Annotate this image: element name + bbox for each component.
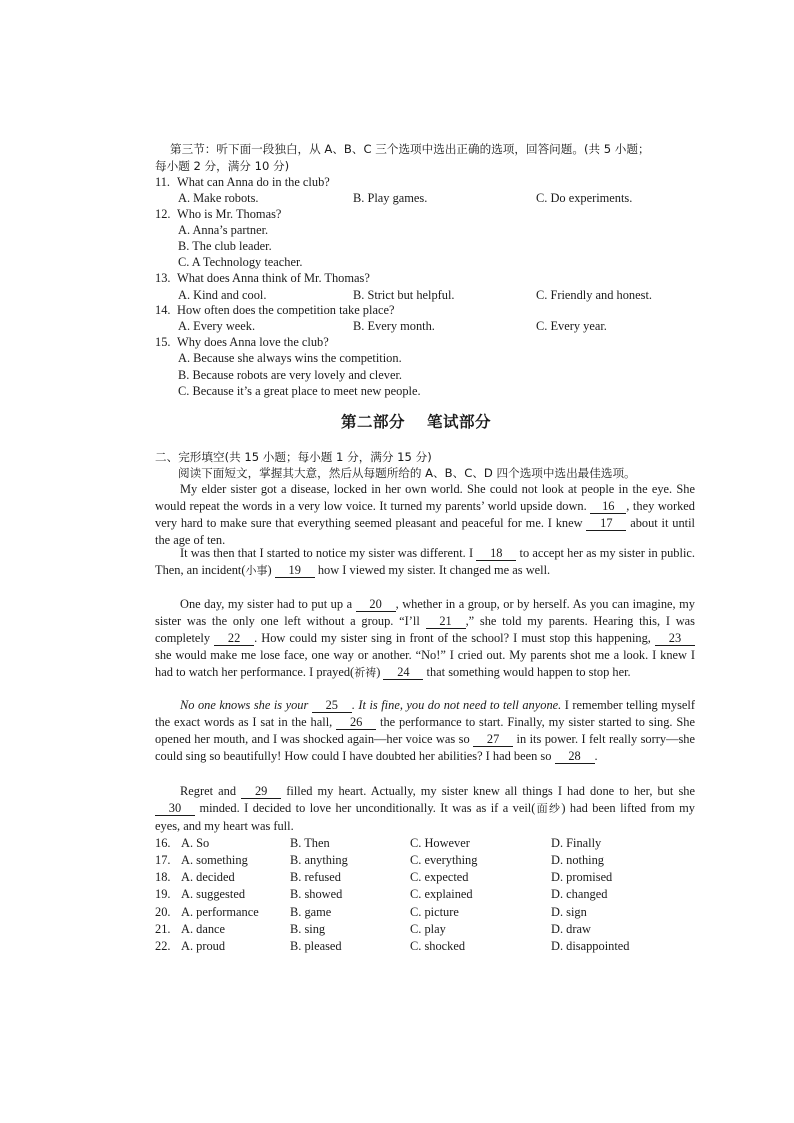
question-13-number: 13. (155, 271, 171, 285)
blank-25: 25 (312, 699, 352, 713)
passage-text: ) (376, 664, 381, 679)
question-13-option-a: A. Kind and cool. (178, 288, 267, 302)
blank-16: 16 (590, 500, 626, 514)
question-15-number: 15. (155, 335, 171, 349)
part2-title-right: 笔试部分 (427, 413, 492, 431)
option-row-22-b: B. pleased (290, 939, 342, 953)
option-row-18-d: D. promised (551, 870, 613, 884)
option-row-21-c: C. play (410, 922, 446, 936)
passage-text: , they worked very hard to make sure that everything seemed pleasant and peaceful for me. I knew (155, 498, 695, 530)
question-14-option-a: A. Every week. (178, 319, 256, 333)
passage-text: she would make me lose face, one way or another. “No!” I cried out. My parents shot me a look. I knew I had to watch her performance. I prayed( (155, 647, 695, 679)
question-15-text: Why does Anna love the club? (177, 335, 329, 349)
blank-18: 18 (476, 547, 516, 561)
option-row-20-number: 20. (155, 905, 171, 919)
blank-20: 20 (356, 598, 396, 612)
passage-paragraph-1 (155, 481, 695, 549)
option-row-22-number: 22. (155, 939, 171, 953)
cloze-instruction: 阅读下面短文，掌握其大意，然后从每题所给的 A、B、C、D 四个选项中选出最佳选项。 (178, 466, 636, 480)
option-row-17-b: B. anything (290, 853, 348, 867)
question-14-text: How often does the competition take place? (177, 303, 395, 317)
passage-text-italic: No one knows she is your (180, 698, 309, 712)
passage-text: . (594, 748, 598, 763)
option-row-18-b: B. refused (290, 870, 341, 884)
question-12-text: Who is Mr. Thomas? (177, 207, 282, 221)
blank-29: 29 (241, 785, 281, 799)
blank-17: 17 (586, 517, 626, 531)
cloze-heading: 二、完形填空(共 15 小题；每小题 1 分，满分 15 分) (155, 450, 432, 464)
passage-text: minded. I decided to love her unconditionally. It was as if a veil( (199, 800, 536, 815)
option-row-16-d: D. Finally (551, 836, 602, 850)
blank-30: 30 (155, 802, 195, 816)
question-12-option-b: B. The club leader. (178, 239, 272, 253)
passage-text-italic: . It is fine, you do not need to tell anyone. (351, 698, 562, 712)
passage-text: how I viewed my sister. It changed me as well. (317, 562, 551, 577)
question-15-option-c: C. Because it’s a great place to meet new people. (178, 384, 421, 398)
question-12-option-a: A. Anna’s partner. (178, 223, 269, 237)
passage-text: filled my heart. Actually, my sister knew all things I had done to her, but she (286, 784, 695, 798)
blank-21: 21 (426, 615, 466, 629)
option-row-17-a: A. something (181, 853, 248, 867)
passage-text: , whether in a group, or by herself. As you can imagine, my sister was the only one left without a group. “I’ll (155, 597, 695, 628)
passage-text: ) had been lifted from my eyes, and my heart was full. (155, 800, 695, 833)
passage-text: Regret and (180, 784, 237, 798)
section3-instruction-line2: 每小题 2 分，满分 10 分) (155, 159, 290, 173)
blank-23: 23 (655, 632, 695, 646)
blank-28: 28 (555, 750, 595, 764)
option-row-16-number: 16. (155, 836, 171, 850)
option-row-16-c: C. However (410, 836, 470, 850)
blank-24: 24 (383, 666, 423, 680)
passage-paragraph-4 (155, 697, 695, 765)
option-row-17-number: 17. (155, 853, 171, 867)
question-11-option-b: B. Play games. (353, 191, 428, 205)
option-row-16-b: B. Then (290, 836, 330, 850)
passage-text: . How could my sister sing in front of the school? I must stop this happening, (254, 630, 651, 645)
question-12-number: 12. (155, 207, 171, 221)
passage-text: ,” she told my parents. Hearing this, I was completely (155, 613, 696, 645)
option-row-22-c: C. shocked (410, 939, 466, 953)
passage-text: in its power. I felt really sorry—she could sing so beautifully! How could I have doubted her abilities? I had been so (155, 731, 695, 763)
question-11-option-a: A. Make robots. (178, 191, 259, 205)
option-row-17-c: C. everything (410, 853, 478, 867)
option-row-19-number: 19. (155, 887, 171, 901)
passage-paragraph-3 (155, 596, 695, 682)
passage-text: My elder sister got a disease, locked in her own world. She could not look at people in the eye. She would repeat the words in a very low voice. It turned my parents’ world upside down. (155, 482, 695, 513)
blank-22: 22 (214, 632, 254, 646)
passage-text: to accept her as my sister in public. Then, an incident( (155, 546, 695, 577)
option-row-18-c: C. expected (410, 870, 469, 884)
option-row-18-a: A. decided (181, 870, 235, 884)
question-14-number: 14. (155, 303, 171, 317)
option-row-20-a: A. performance (181, 905, 259, 919)
passage-text: about it until the age of ten. (155, 515, 695, 547)
question-14-option-b: B. Every month. (353, 319, 435, 333)
question-14-option-c: C. Every year. (536, 319, 607, 333)
passage-text: the performance to start. Finally, my sister started to sing. She opened her mouth, and I was shocked again—her voice was so (155, 714, 695, 746)
passage-text: I remember telling myself the exact words as I sat in the hall, (155, 698, 695, 729)
passage-note: 面纱 (535, 801, 562, 815)
passage-paragraph-5 (155, 783, 695, 835)
option-row-19-a: A. suggested (181, 887, 246, 901)
option-row-21-number: 21. (155, 922, 171, 936)
passage-text: that something would happen to stop her. (426, 664, 631, 679)
option-row-20-b: B. game (290, 905, 332, 919)
option-row-18-number: 18. (155, 870, 171, 884)
option-row-16-a: A. So (181, 836, 210, 850)
blank-19: 19 (275, 564, 315, 578)
passage-note: 祈祷 (354, 665, 377, 679)
question-13-option-b: B. Strict but helpful. (353, 288, 455, 302)
section3-instruction-line1: 第三节：听下面一段独白，从 A、B、C 三个选项中选出正确的选项，回答问题。(共 5 小题； (170, 142, 650, 156)
question-13-text: What does Anna think of Mr. Thomas? (177, 271, 370, 285)
passage-text: It was then that I started to notice my sister was different. I (180, 546, 474, 560)
option-row-21-d: D. draw (551, 922, 591, 936)
option-row-19-c: C. explained (410, 887, 473, 901)
option-row-19-b: B. showed (290, 887, 343, 901)
option-row-20-d: D. sign (551, 905, 587, 919)
option-row-22-d: D. disappointed (551, 939, 630, 953)
part2-title (341, 410, 491, 432)
question-13-option-c: C. Friendly and honest. (536, 288, 652, 302)
option-row-21-a: A. dance (181, 922, 226, 936)
blank-27: 27 (473, 733, 513, 747)
passage-text: One day, my sister had to put up a (180, 597, 353, 611)
blank-26: 26 (336, 716, 376, 730)
passage-paragraph-2 (155, 545, 695, 580)
question-12-option-c: C. A Technology teacher. (178, 255, 303, 269)
option-row-20-c: C. picture (410, 905, 459, 919)
question-11-option-c: C. Do experiments. (536, 191, 633, 205)
option-row-22-a: A. proud (181, 939, 226, 953)
option-row-21-b: B. sing (290, 922, 326, 936)
option-row-17-d: D. nothing (551, 853, 605, 867)
question-11-text: What can Anna do in the club? (177, 175, 330, 189)
question-15-option-a: A. Because she always wins the competition. (178, 351, 402, 365)
question-11-number: 11. (155, 175, 171, 189)
option-row-19-d: D. changed (551, 887, 608, 901)
part2-title-left: 第二部分 (341, 413, 406, 431)
passage-note: 小事 (245, 563, 268, 577)
passage-text: ) (267, 562, 272, 577)
question-15-option-b: B. Because robots are very lovely and clever. (178, 368, 402, 382)
